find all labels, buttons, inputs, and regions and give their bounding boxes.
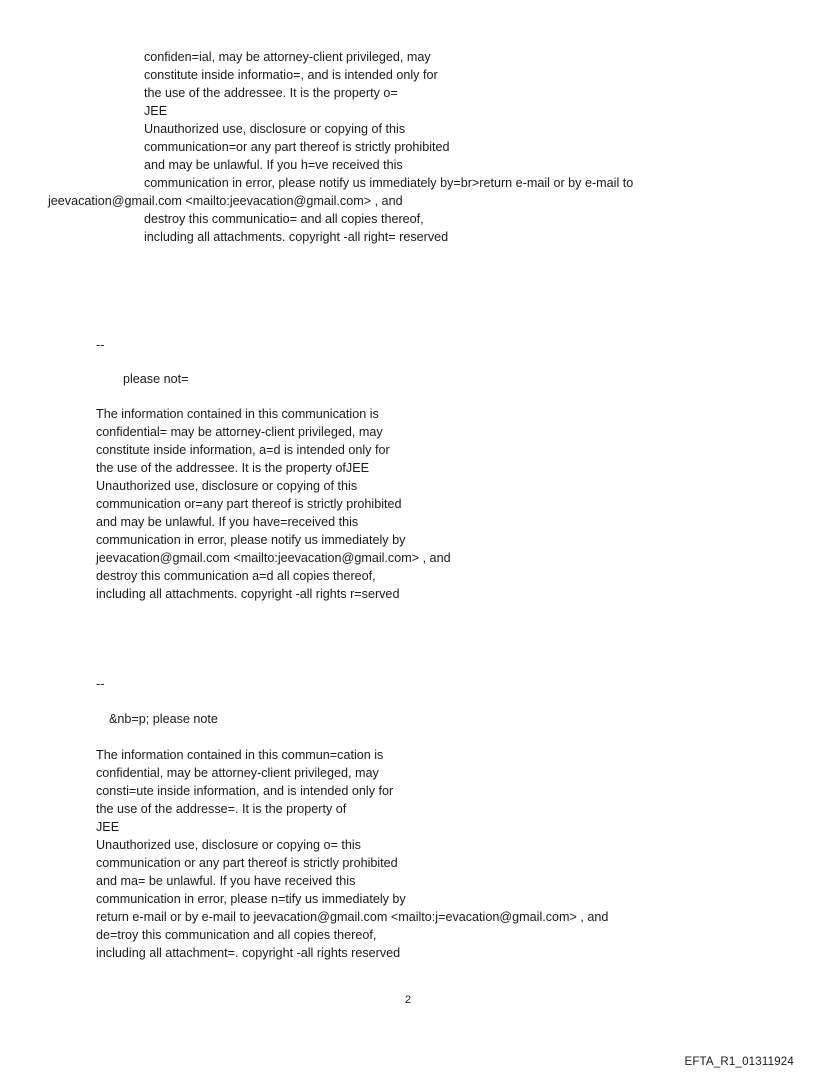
- section2-line-6: communication or=any part thereof is strictly prohibited: [96, 497, 402, 511]
- section1-line-6: communication=or any part thereof is strictly prohibited: [144, 140, 450, 154]
- section3-line-11: de=troy this communication and all copies thereof,: [96, 928, 377, 942]
- section3-line-7: communication or any part thereof is strictly prohibited: [96, 856, 398, 870]
- section3-line-6: Unauthorized use, disclosure or copying o= this: [96, 838, 361, 852]
- section2-line-7: and may be unlawful. If you have=received this: [96, 515, 359, 529]
- section2-separator: --: [96, 338, 105, 352]
- section1-line-8: communication in error, please notify us immediately by=br>return e-mail or by e-mail to: [144, 176, 634, 190]
- section2-line-2: confidential= may be attorney-client privileged, may: [96, 425, 383, 439]
- section1-line-2: constitute inside informatio=, and is intended only for: [144, 68, 438, 82]
- section3-line-4: the use of the addresse=. It is the property of: [96, 802, 347, 816]
- section3-line-12: including all attachment=. copyright -all rights reserved: [96, 946, 401, 960]
- section3-line-10: return e-mail or by e-mail to jeevacation@gmail.com <mailto:j=evacation@gmail.com> , and: [96, 910, 609, 924]
- section2-line-4: the use of the addressee. It is the property ofJEE: [96, 461, 370, 475]
- section1-line-11: including all attachments. copyright -all right= reserved: [144, 230, 449, 244]
- section2-line-11: including all attachments. copyright -all rights r=served: [96, 587, 400, 601]
- section1-line-3: the use of the addressee. It is the property o=: [144, 86, 398, 100]
- section1-line-10: destroy this communicatio= and all copies thereof,: [144, 212, 424, 226]
- section1-line-5: Unauthorized use, disclosure or copying of this: [144, 122, 406, 136]
- page-number: 2: [404, 994, 412, 1006]
- section2-line-10: destroy this communication a=d all copies thereof,: [96, 569, 376, 583]
- section2-line-9: jeevacation@gmail.com <mailto:jeevacation@gmail.com> , and: [96, 551, 451, 565]
- section1-line-9: jeevacation@gmail.com <mailto:jeevacation@gmail.com> , and: [48, 194, 403, 208]
- section3-line-5: JEE: [96, 820, 120, 834]
- section3-line-1: The information contained in this commun=cation is: [96, 748, 384, 762]
- section1-line-4: JEE: [144, 104, 168, 118]
- section2-line-1: The information contained in this communication is: [96, 407, 379, 421]
- section3-line-8: and ma= be unlawful. If you have received this: [96, 874, 356, 888]
- section1-line-7: and may be unlawful. If you h=ve received this: [144, 158, 403, 172]
- section2-line-8: communication in error, please notify us immediately by: [96, 533, 406, 547]
- section2-line-3: constitute inside information, a=d is intended only for: [96, 443, 390, 457]
- section3-line-2: confidential, may be attorney-client privileged, may: [96, 766, 379, 780]
- section3-line-9: communication in error, please n=tify us immediately by: [96, 892, 406, 906]
- section3-separator: --: [96, 677, 105, 691]
- section2-heading: please not=: [123, 372, 189, 386]
- section3-heading: &nb=p; please note: [109, 712, 218, 726]
- section2-line-5: Unauthorized use, disclosure or copying of this: [96, 479, 358, 493]
- section3-line-3: consti=ute inside information, and is intended only for: [96, 784, 394, 798]
- bates-id: EFTA_R1_01311924: [684, 1056, 794, 1068]
- section1-line-1: confiden=ial, may be attorney-client privileged, may: [144, 50, 431, 64]
